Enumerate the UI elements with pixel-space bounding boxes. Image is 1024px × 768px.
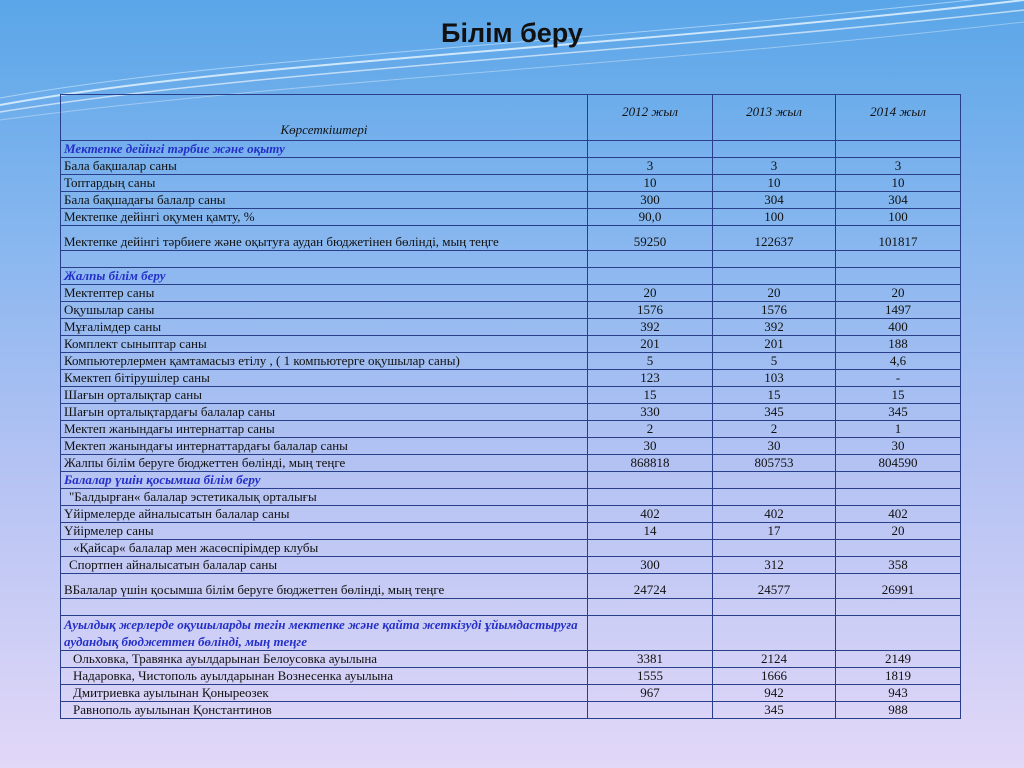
table-row xyxy=(61,421,961,438)
cell-2012: 3381 xyxy=(588,651,713,668)
section-label: Жалпы білім беру xyxy=(61,268,588,285)
cell-2013: 345 xyxy=(713,404,836,421)
cell-2013: 345 xyxy=(713,702,836,719)
cell-2013 xyxy=(713,599,836,616)
cell-2014: 100 xyxy=(836,209,961,226)
section-label: Мектепке дейінгі тәрбие және оқыту xyxy=(61,141,588,158)
table-row xyxy=(61,192,961,209)
cell-2014: 1 xyxy=(836,421,961,438)
row-label xyxy=(61,599,588,616)
cell-2014: 4,6 xyxy=(836,353,961,370)
row-label: Шағын орталықтар саны xyxy=(61,387,588,404)
table-header-row xyxy=(61,95,961,141)
section-label: Ауылдық жерлерде оқушыларды тегін мектепке және қайта жеткізуді ұйымдастыруға аудандық бюджеттен бөлінді, мың теңге xyxy=(61,616,588,651)
table-row-empty xyxy=(61,251,961,268)
row-label: Мектеп жанындағы интернаттардағы балалар саны xyxy=(61,438,588,455)
cell-2012 xyxy=(588,599,713,616)
education-table xyxy=(60,94,961,719)
cell-2014 xyxy=(836,268,961,285)
cell-2014: 26991 xyxy=(836,574,961,599)
cell-2013: 10 xyxy=(713,175,836,192)
cell-2013: 122637 xyxy=(713,226,836,251)
row-label: Дмитриевка ауылынан Қоныреозек xyxy=(61,685,588,702)
cell-2014: 1819 xyxy=(836,668,961,685)
table-row xyxy=(61,540,961,557)
cell-2014: 3 xyxy=(836,158,961,175)
header-year-2012: 2012 жыл xyxy=(588,95,713,141)
cell-2013 xyxy=(713,251,836,268)
cell-2013: 942 xyxy=(713,685,836,702)
cell-2014 xyxy=(836,540,961,557)
row-label: Спортпен айналысатын балалар саны xyxy=(61,557,588,574)
cell-2013: 1576 xyxy=(713,302,836,319)
table-row xyxy=(61,455,961,472)
table-row xyxy=(61,158,961,175)
table-row xyxy=(61,438,961,455)
cell-2012: 10 xyxy=(588,175,713,192)
row-label: ВБалалар үшін қосымша білім беруге бюджеттен бөлінді, мың теңге xyxy=(61,574,588,599)
row-label: Бала бақшадағы балалр саны xyxy=(61,192,588,209)
cell-2012: 90,0 xyxy=(588,209,713,226)
table-row xyxy=(61,685,961,702)
cell-2012: 59250 xyxy=(588,226,713,251)
row-label: «Қайсар« балалар мен жасөспірімдер клубы xyxy=(61,540,588,557)
table-row xyxy=(61,506,961,523)
table-row xyxy=(61,175,961,192)
row-label: Оқушылар саны xyxy=(61,302,588,319)
row-label: Компьютерлермен қамтамасыз етілу , ( 1 компьютерге оқушылар саны) xyxy=(61,353,588,370)
cell-2014: 1497 xyxy=(836,302,961,319)
table-row xyxy=(61,336,961,353)
row-label: Жалпы білім беруге бюджеттен бөлінді, мың теңге xyxy=(61,455,588,472)
cell-2013: 20 xyxy=(713,285,836,302)
table-row-empty xyxy=(61,599,961,616)
cell-2012: 402 xyxy=(588,506,713,523)
cell-2014: 804590 xyxy=(836,455,961,472)
cell-2012 xyxy=(588,616,713,651)
cell-2012 xyxy=(588,489,713,506)
table-row xyxy=(61,285,961,302)
table-row xyxy=(61,319,961,336)
row-label: Мектепке дейінгі оқумен қамту, % xyxy=(61,209,588,226)
cell-2012: 20 xyxy=(588,285,713,302)
cell-2014 xyxy=(836,472,961,489)
cell-2012: 2 xyxy=(588,421,713,438)
cell-2013 xyxy=(713,540,836,557)
cell-2012: 123 xyxy=(588,370,713,387)
table-row xyxy=(61,574,961,599)
cell-2014: 188 xyxy=(836,336,961,353)
cell-2013: 2 xyxy=(713,421,836,438)
cell-2013: 30 xyxy=(713,438,836,455)
cell-2012: 300 xyxy=(588,192,713,209)
cell-2014: 358 xyxy=(836,557,961,574)
cell-2014: 402 xyxy=(836,506,961,523)
row-label: Мектепке дейінгі тәрбиеге және оқытуға аудан бюджетінен бөлінді, мың теңге xyxy=(61,226,588,251)
row-label: Надаровка, Чистополь ауылдарынан Вознесенка ауылына xyxy=(61,668,588,685)
cell-2013 xyxy=(713,616,836,651)
cell-2013: 304 xyxy=(713,192,836,209)
cell-2012: 1576 xyxy=(588,302,713,319)
section-header-row xyxy=(61,616,961,651)
cell-2014 xyxy=(836,141,961,158)
cell-2012 xyxy=(588,251,713,268)
table-row xyxy=(61,523,961,540)
section-header-row xyxy=(61,472,961,489)
cell-2014: 30 xyxy=(836,438,961,455)
row-label: "Балдырған« балалар эстетикалық орталығы xyxy=(61,489,588,506)
cell-2014: 10 xyxy=(836,175,961,192)
table-row xyxy=(61,668,961,685)
cell-2012 xyxy=(588,141,713,158)
cell-2012: 15 xyxy=(588,387,713,404)
table-row xyxy=(61,302,961,319)
cell-2013: 2124 xyxy=(713,651,836,668)
section-label: Балалар үшін қосымша білім беру xyxy=(61,472,588,489)
cell-2014: 20 xyxy=(836,523,961,540)
cell-2014 xyxy=(836,489,961,506)
row-label: Үйірмелерде айналысатын балалар саны xyxy=(61,506,588,523)
table-row xyxy=(61,226,961,251)
cell-2013: 5 xyxy=(713,353,836,370)
row-label: Топтардың саны xyxy=(61,175,588,192)
table-row xyxy=(61,404,961,421)
cell-2012: 868818 xyxy=(588,455,713,472)
cell-2012: 24724 xyxy=(588,574,713,599)
cell-2014: 101817 xyxy=(836,226,961,251)
cell-2013: 100 xyxy=(713,209,836,226)
section-header-row xyxy=(61,268,961,285)
cell-2012: 330 xyxy=(588,404,713,421)
cell-2014: 2149 xyxy=(836,651,961,668)
cell-2014: 15 xyxy=(836,387,961,404)
row-label: Ольховка, Травянка ауылдарынан Белоусовка ауылына xyxy=(61,651,588,668)
cell-2012: 967 xyxy=(588,685,713,702)
row-label: Кмектеп бітірушілер саны xyxy=(61,370,588,387)
cell-2012 xyxy=(588,268,713,285)
cell-2012: 5 xyxy=(588,353,713,370)
cell-2014: 943 xyxy=(836,685,961,702)
cell-2013 xyxy=(713,268,836,285)
cell-2012 xyxy=(588,472,713,489)
row-label: Бала бақшалар саны xyxy=(61,158,588,175)
cell-2013: 15 xyxy=(713,387,836,404)
cell-2012: 14 xyxy=(588,523,713,540)
header-indicators: Көрсеткіштері xyxy=(61,95,588,141)
cell-2014: 304 xyxy=(836,192,961,209)
cell-2012: 30 xyxy=(588,438,713,455)
page-title: Білім беру xyxy=(441,18,583,48)
table-row xyxy=(61,557,961,574)
row-label: Шағын орталықтардағы балалар саны xyxy=(61,404,588,421)
table-row xyxy=(61,651,961,668)
section-header-row xyxy=(61,141,961,158)
cell-2013: 402 xyxy=(713,506,836,523)
row-label: Комплект сыныптар саны xyxy=(61,336,588,353)
table-row xyxy=(61,209,961,226)
table-row xyxy=(61,387,961,404)
table-row xyxy=(61,353,961,370)
row-label: Мұғалімдер саны xyxy=(61,319,588,336)
cell-2014: 345 xyxy=(836,404,961,421)
cell-2013: 312 xyxy=(713,557,836,574)
cell-2012 xyxy=(588,702,713,719)
cell-2013: 1666 xyxy=(713,668,836,685)
cell-2013: 103 xyxy=(713,370,836,387)
cell-2013 xyxy=(713,141,836,158)
cell-2014 xyxy=(836,599,961,616)
cell-2012: 201 xyxy=(588,336,713,353)
cell-2013: 201 xyxy=(713,336,836,353)
row-label: Үйірмелер саны xyxy=(61,523,588,540)
cell-2012: 1555 xyxy=(588,668,713,685)
header-year-2013: 2013 жыл xyxy=(713,95,836,141)
cell-2013: 392 xyxy=(713,319,836,336)
cell-2013 xyxy=(713,472,836,489)
cell-2013: 17 xyxy=(713,523,836,540)
header-year-2014: 2014 жыл xyxy=(836,95,961,141)
cell-2014: 400 xyxy=(836,319,961,336)
cell-2014: 20 xyxy=(836,285,961,302)
cell-2012 xyxy=(588,540,713,557)
cell-2013: 24577 xyxy=(713,574,836,599)
cell-2013: 805753 xyxy=(713,455,836,472)
row-label: Равнополь ауылынан Қонстантинов xyxy=(61,702,588,719)
cell-2013: 3 xyxy=(713,158,836,175)
cell-2014: 988 xyxy=(836,702,961,719)
cell-2013 xyxy=(713,489,836,506)
table-row xyxy=(61,489,961,506)
cell-2012: 392 xyxy=(588,319,713,336)
cell-2014 xyxy=(836,616,961,651)
row-label xyxy=(61,251,588,268)
cell-2012: 3 xyxy=(588,158,713,175)
cell-2014: - xyxy=(836,370,961,387)
table-row xyxy=(61,702,961,719)
cell-2012: 300 xyxy=(588,557,713,574)
table-row xyxy=(61,370,961,387)
row-label: Мектептер саны xyxy=(61,285,588,302)
cell-2014 xyxy=(836,251,961,268)
row-label: Мектеп жанындағы интернаттар саны xyxy=(61,421,588,438)
